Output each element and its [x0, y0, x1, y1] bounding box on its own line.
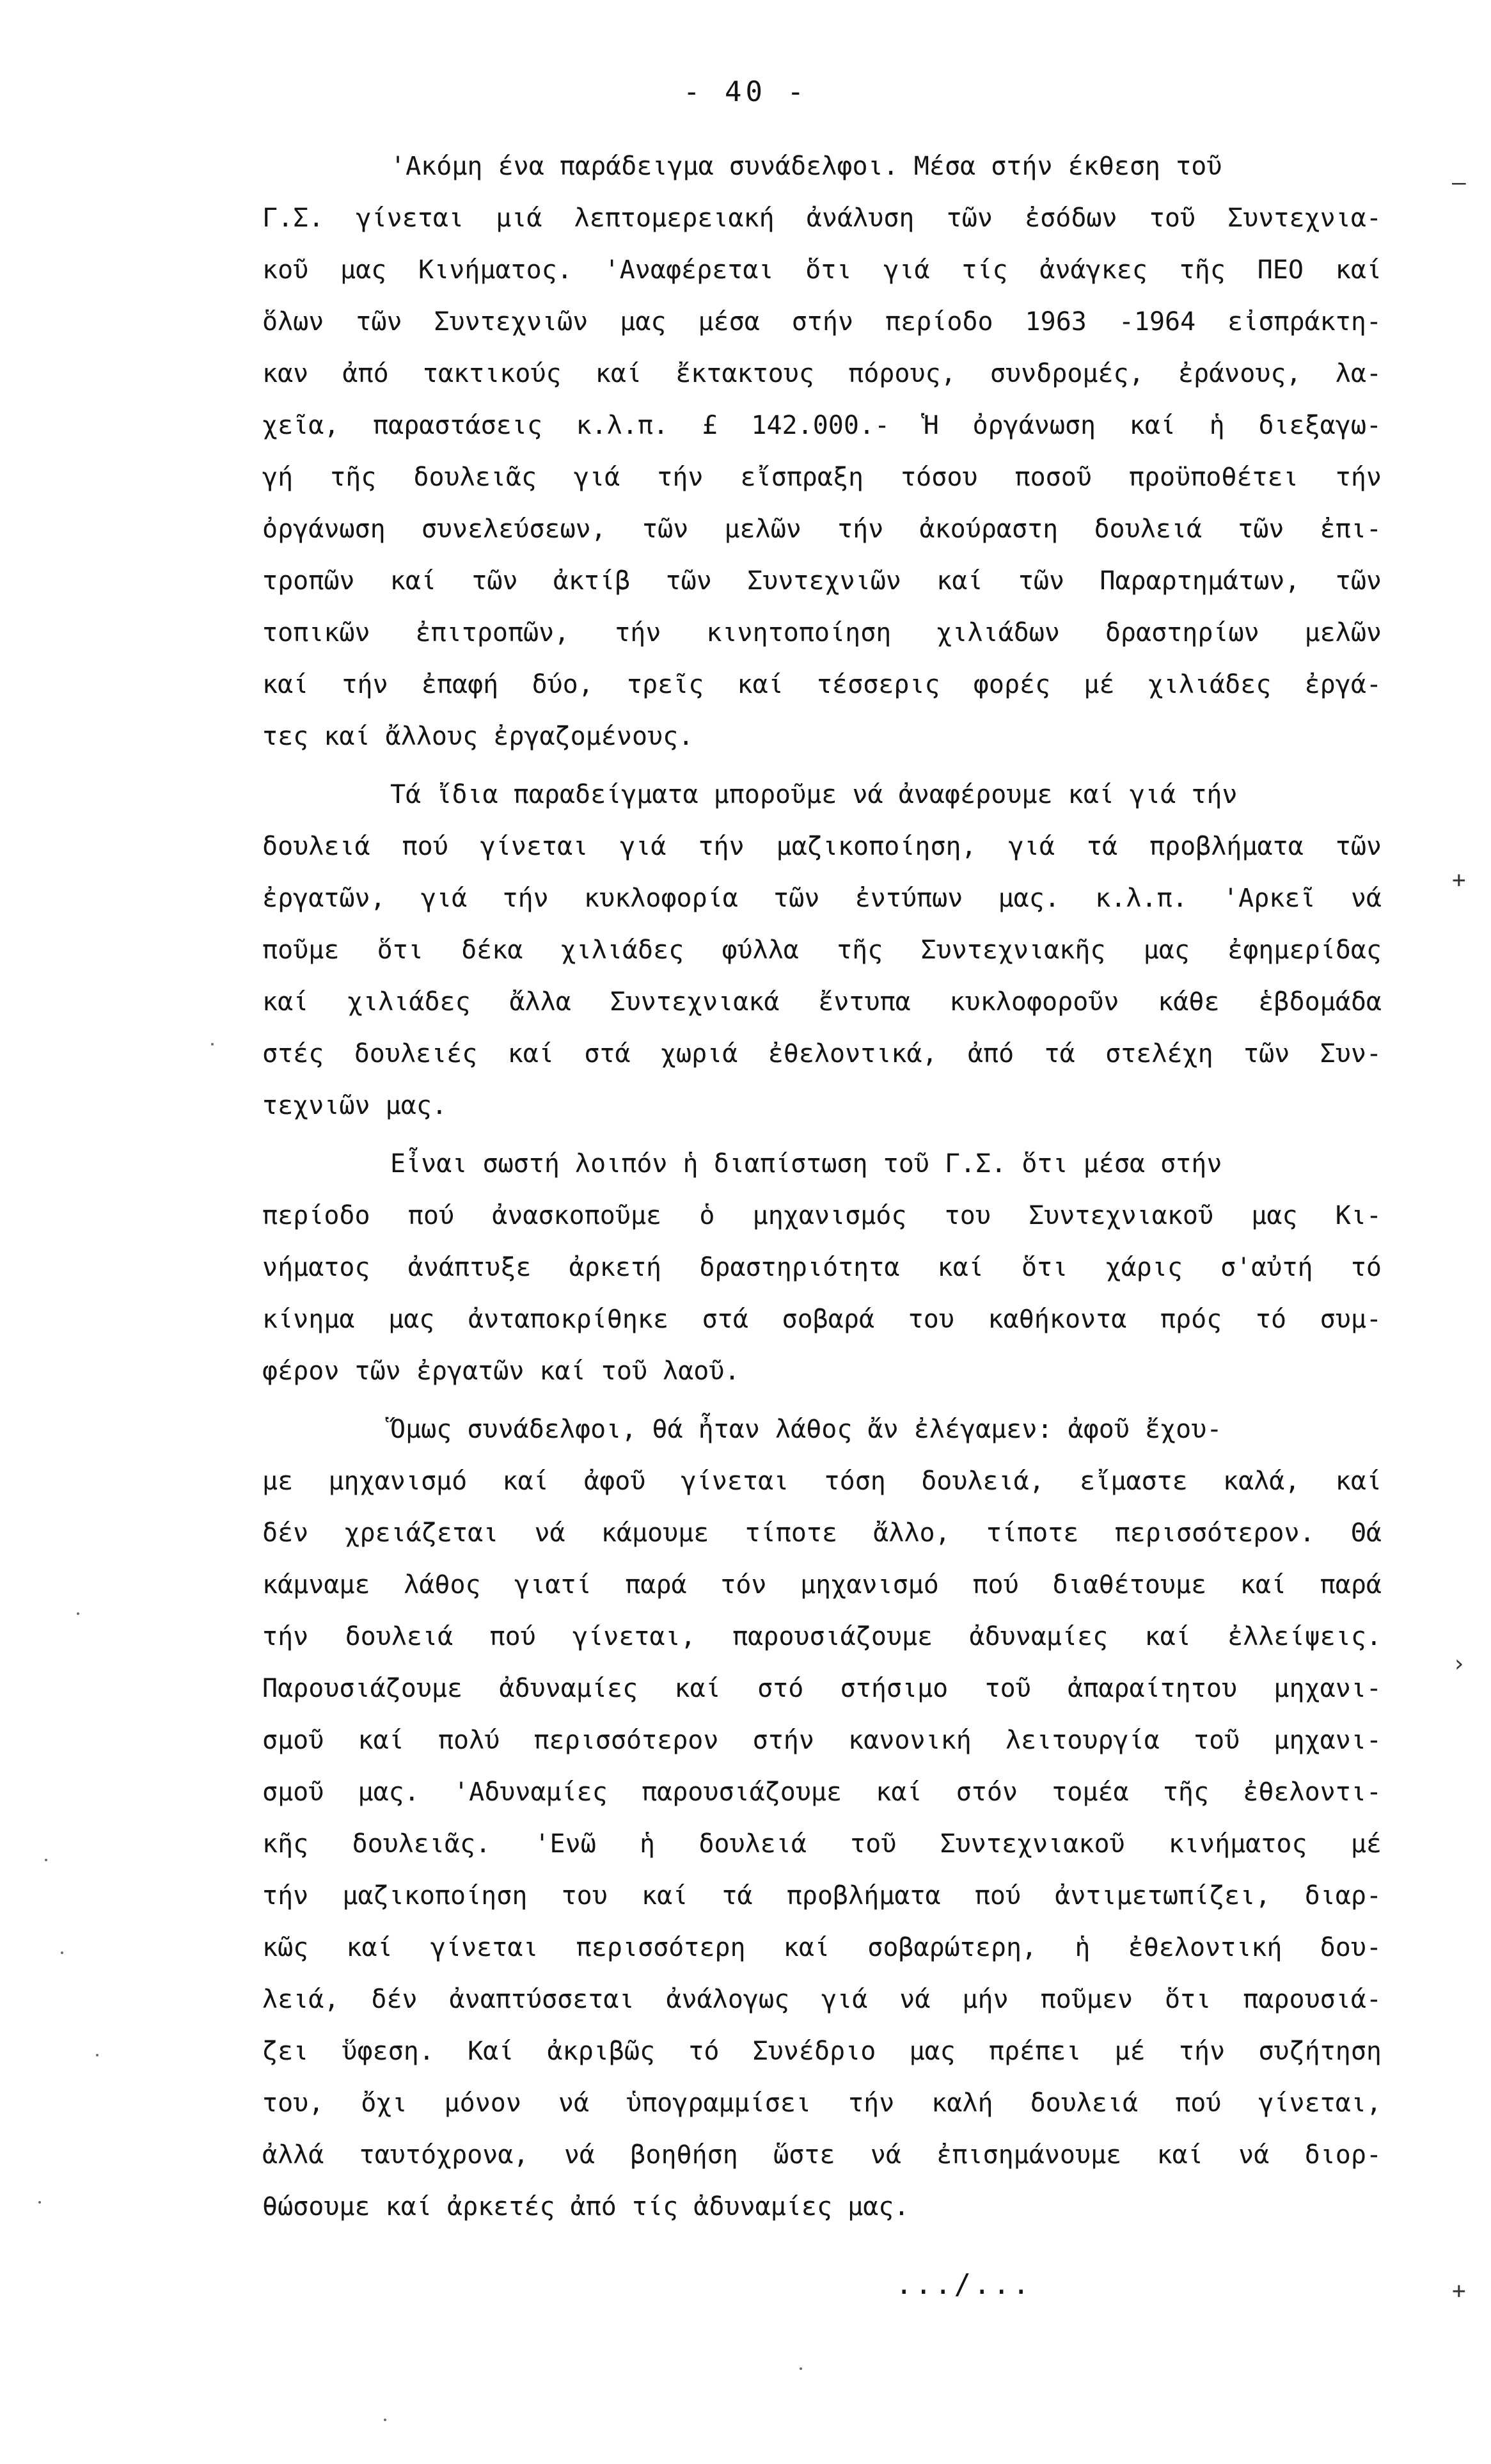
scan-speck [96, 2054, 99, 2056]
document-body [262, 141, 1382, 2233]
margin-cross-mark-bottom: + [1452, 2278, 1466, 2304]
paragraph-3-line-4: κίνημα μας ἀνταποκρίθηκε στά σοβαρά του καθήκοντα πρός τό συμ- [262, 1305, 1382, 1334]
paragraph-1-line-11: καί τήν ἐπαφή δύο, τρεῖς καί τέσσερις φορές μέ χιλιάδες ἐργά- [262, 670, 1382, 699]
scan-speck [38, 2201, 41, 2204]
paragraph-2-line-1: Τά ἴδια παραδείγματα μποροῦμε νά ἀναφέρουμε καί γιά τήν [390, 780, 1238, 809]
paragraph-4-line-2: με μηχανισμό καί ἀφοῦ γίνεται τόση δουλειά, εἴμαστε καλά, καί [262, 1466, 1382, 1496]
paragraph-3-line-3: νήματος ἀνάπτυξε ἀρκετή δραστηριότητα καί ὅτι χάρις σ'αὐτή τό [262, 1253, 1382, 1282]
paragraph-1-line-12: τες καί ἄλλους ἐργαζομένους. [262, 722, 694, 751]
paragraph-4-line-11: κῶς καί γίνεται περισσότερη καί σοβαρώτερη, ἡ ἐθελοντική δου- [262, 1933, 1382, 1962]
paragraph-4-line-14: του, ὄχι μόνον νά ὑπογραμμίσει τήν καλή δουλειά πού γίνεται, [262, 2088, 1382, 2118]
paragraph-1-line-3: κοῦ μας Κινήματος. 'Αναφέρεται ὅτι γιά τίς ἀνάγκες τῆς ΠΕΟ καί [262, 255, 1382, 285]
paragraph-4-line-16: θώσουμε καί ἀρκετές ἀπό τίς ἀδυναμίες μας. [262, 2192, 910, 2222]
paragraph-3-line-5: φέρον τῶν ἐργατῶν καί τοῦ λαοῦ. [262, 1356, 740, 1386]
paragraph-1-line-4: ὅλων τῶν Συντεχνιῶν μας μέσα στήν περίοδο 1963 -1964 εἰσπράκτη- [262, 307, 1382, 337]
paragraph-4-line-5: τήν δουλειά πού γίνεται, παρουσιάζουμε ἀδυναμίες καί ἐλλείψεις. [262, 1622, 1382, 1651]
margin-arrow-mark: › [1452, 1651, 1466, 1677]
margin-cross-mark: + [1452, 867, 1466, 893]
scan-speck [77, 1612, 79, 1615]
paragraph-4-line-15: ἀλλά ταυτόχρονα, νά βοηθήση ὥστε νά ἐπισημάνουμε καί νά διορ- [262, 2140, 1382, 2170]
margin-dash-mark: — [1452, 170, 1466, 196]
paragraph-1-line-10: τοπικῶν ἐπιτροπῶν, τήν κινητοποίηση χιλιάδων δραστηρίων μελῶν [262, 618, 1382, 648]
paragraph-4-line-1: Ὅμως συνάδελφοι, θά ἦταν λάθος ἄν ἐλέγαμεν: ἀφοῦ ἔχου- [390, 1415, 1222, 1444]
paragraph-4-line-4: κάμναμε λάθος γιατί παρά τόν μηχανισμό πού διαθέτουμε καί παρά [262, 1570, 1382, 1600]
paragraph-4-line-7: σμοῦ καί πολύ περισσότερον στήν κανονική λειτουργία τοῦ μηχανι- [262, 1726, 1382, 1755]
paragraph-3-line-1: Εἶναι σωστή λοιπόν ἡ διαπίστωση τοῦ Γ.Σ. ὅτι μέσα στήν [390, 1149, 1222, 1179]
paragraph-1-line-5: καν ἀπό τακτικούς καί ἔκτακτους πόρους, συνδρομές, ἐράνους, λα- [262, 359, 1382, 388]
paragraph-4-line-13: ζει ὕφεση. Καί ἀκριβῶς τό Συνέδριο μας πρέπει μέ τήν συζήτηση [262, 2037, 1382, 2066]
scan-speck [45, 1859, 47, 1861]
paragraph-1-line-2: Γ.Σ. γίνεται μιά λεπτομερειακή ἀνάλυση τῶν ἐσόδων τοῦ Συντεχνια- [262, 203, 1382, 233]
paragraph-1-line-6: χεῖα, παραστάσεις κ.λ.π. £ 142.000.- Ἡ ὀργάνωση καί ἡ διεξαγω- [262, 411, 1382, 440]
scan-speck [61, 1951, 63, 1954]
paragraph-3-line-2: περίοδο πού ἀνασκοποῦμε ὁ μηχανισμός του Συντεχνιακοῦ μας Κι- [262, 1201, 1382, 1230]
scan-speck [211, 1043, 214, 1045]
paragraph-4-line-12: λειά, δέν ἀναπτύσσεται ἀνάλογως γιά νά μήν ποῦμεν ὅτι παρουσιά- [262, 1985, 1382, 2014]
paragraph-4-line-8: σμοῦ μας. 'Αδυναμίες παρουσιάζουμε καί στόν τομέα τῆς ἐθελοντι- [262, 1777, 1382, 1807]
paragraph-4-line-6: Παρουσιάζουμε ἀδυναμίες καί στό στήσιμο τοῦ ἀπαραίτητου μηχανι- [262, 1674, 1382, 1703]
paragraph-4-line-9: κῆς δουλειᾶς. 'Ενῶ ἡ δουλειά τοῦ Συντεχνιακοῦ κινήματος μέ [262, 1829, 1382, 1859]
paragraph-2-line-5: καί χιλιάδες ἄλλα Συντεχνιακά ἔντυπα κυκλοφοροῦν κάθε ἑβδομάδα [262, 987, 1382, 1017]
paragraph-2-line-4: ποῦμε ὅτι δέκα χιλιάδες φύλλα τῆς Συντεχνιακῆς μας ἐφημερίδας [262, 935, 1382, 965]
paragraph-2-line-3: ἐργατῶν, γιά τήν κυκλοφορία τῶν ἐντύπων μας. κ.λ.π. 'Αρκεῖ νά [262, 884, 1382, 913]
paragraph-4-line-3: δέν χρειάζεται νά κάμουμε τίποτε ἄλλο, τίποτε περισσότερον. Θά [262, 1518, 1382, 1548]
paragraph-4-line-10: τήν μαζικοποίηση του καί τά προβλήματα πού ἀντιμετωπίζει, διαρ- [262, 1881, 1382, 1911]
paragraph-1-line-7: γή τῆς δουλειᾶς γιά τήν εἴσπραξη τόσου ποσοῦ προϋποθέτει τήν [262, 463, 1382, 492]
paragraph-2-line-2: δουλειά πού γίνεται γιά τήν μαζικοποίηση, γιά τά προβλήματα τῶν [262, 832, 1382, 861]
paragraph-1-line-1: 'Ακόμη ένα παράδειγμα συνάδελφοι. Μέσα στήν έκθεση τοῦ [390, 152, 1222, 181]
paragraph-1-line-9: τροπῶν καί τῶν ἀκτίβ τῶν Συντεχνιῶν καί τῶν Παραρτημάτων, τῶν [262, 566, 1382, 596]
paragraph-1-line-8: ὀργάνωση συνελεύσεων, τῶν μελῶν τήν ἀκούραστη δουλειά τῶν ἐπι- [262, 514, 1382, 544]
continuation-marker: .../... [895, 2268, 1032, 2301]
page-number: - 40 - [683, 76, 808, 108]
paragraph-2-line-7: τεχνιῶν μας. [262, 1091, 447, 1120]
scan-speck [384, 2419, 386, 2421]
paragraph-2-line-6: στές δουλειές καί στά χωριά ἐθελοντικά, ἀπό τά στελέχη τῶν Συν- [262, 1039, 1382, 1069]
scan-speck [800, 2367, 802, 2370]
